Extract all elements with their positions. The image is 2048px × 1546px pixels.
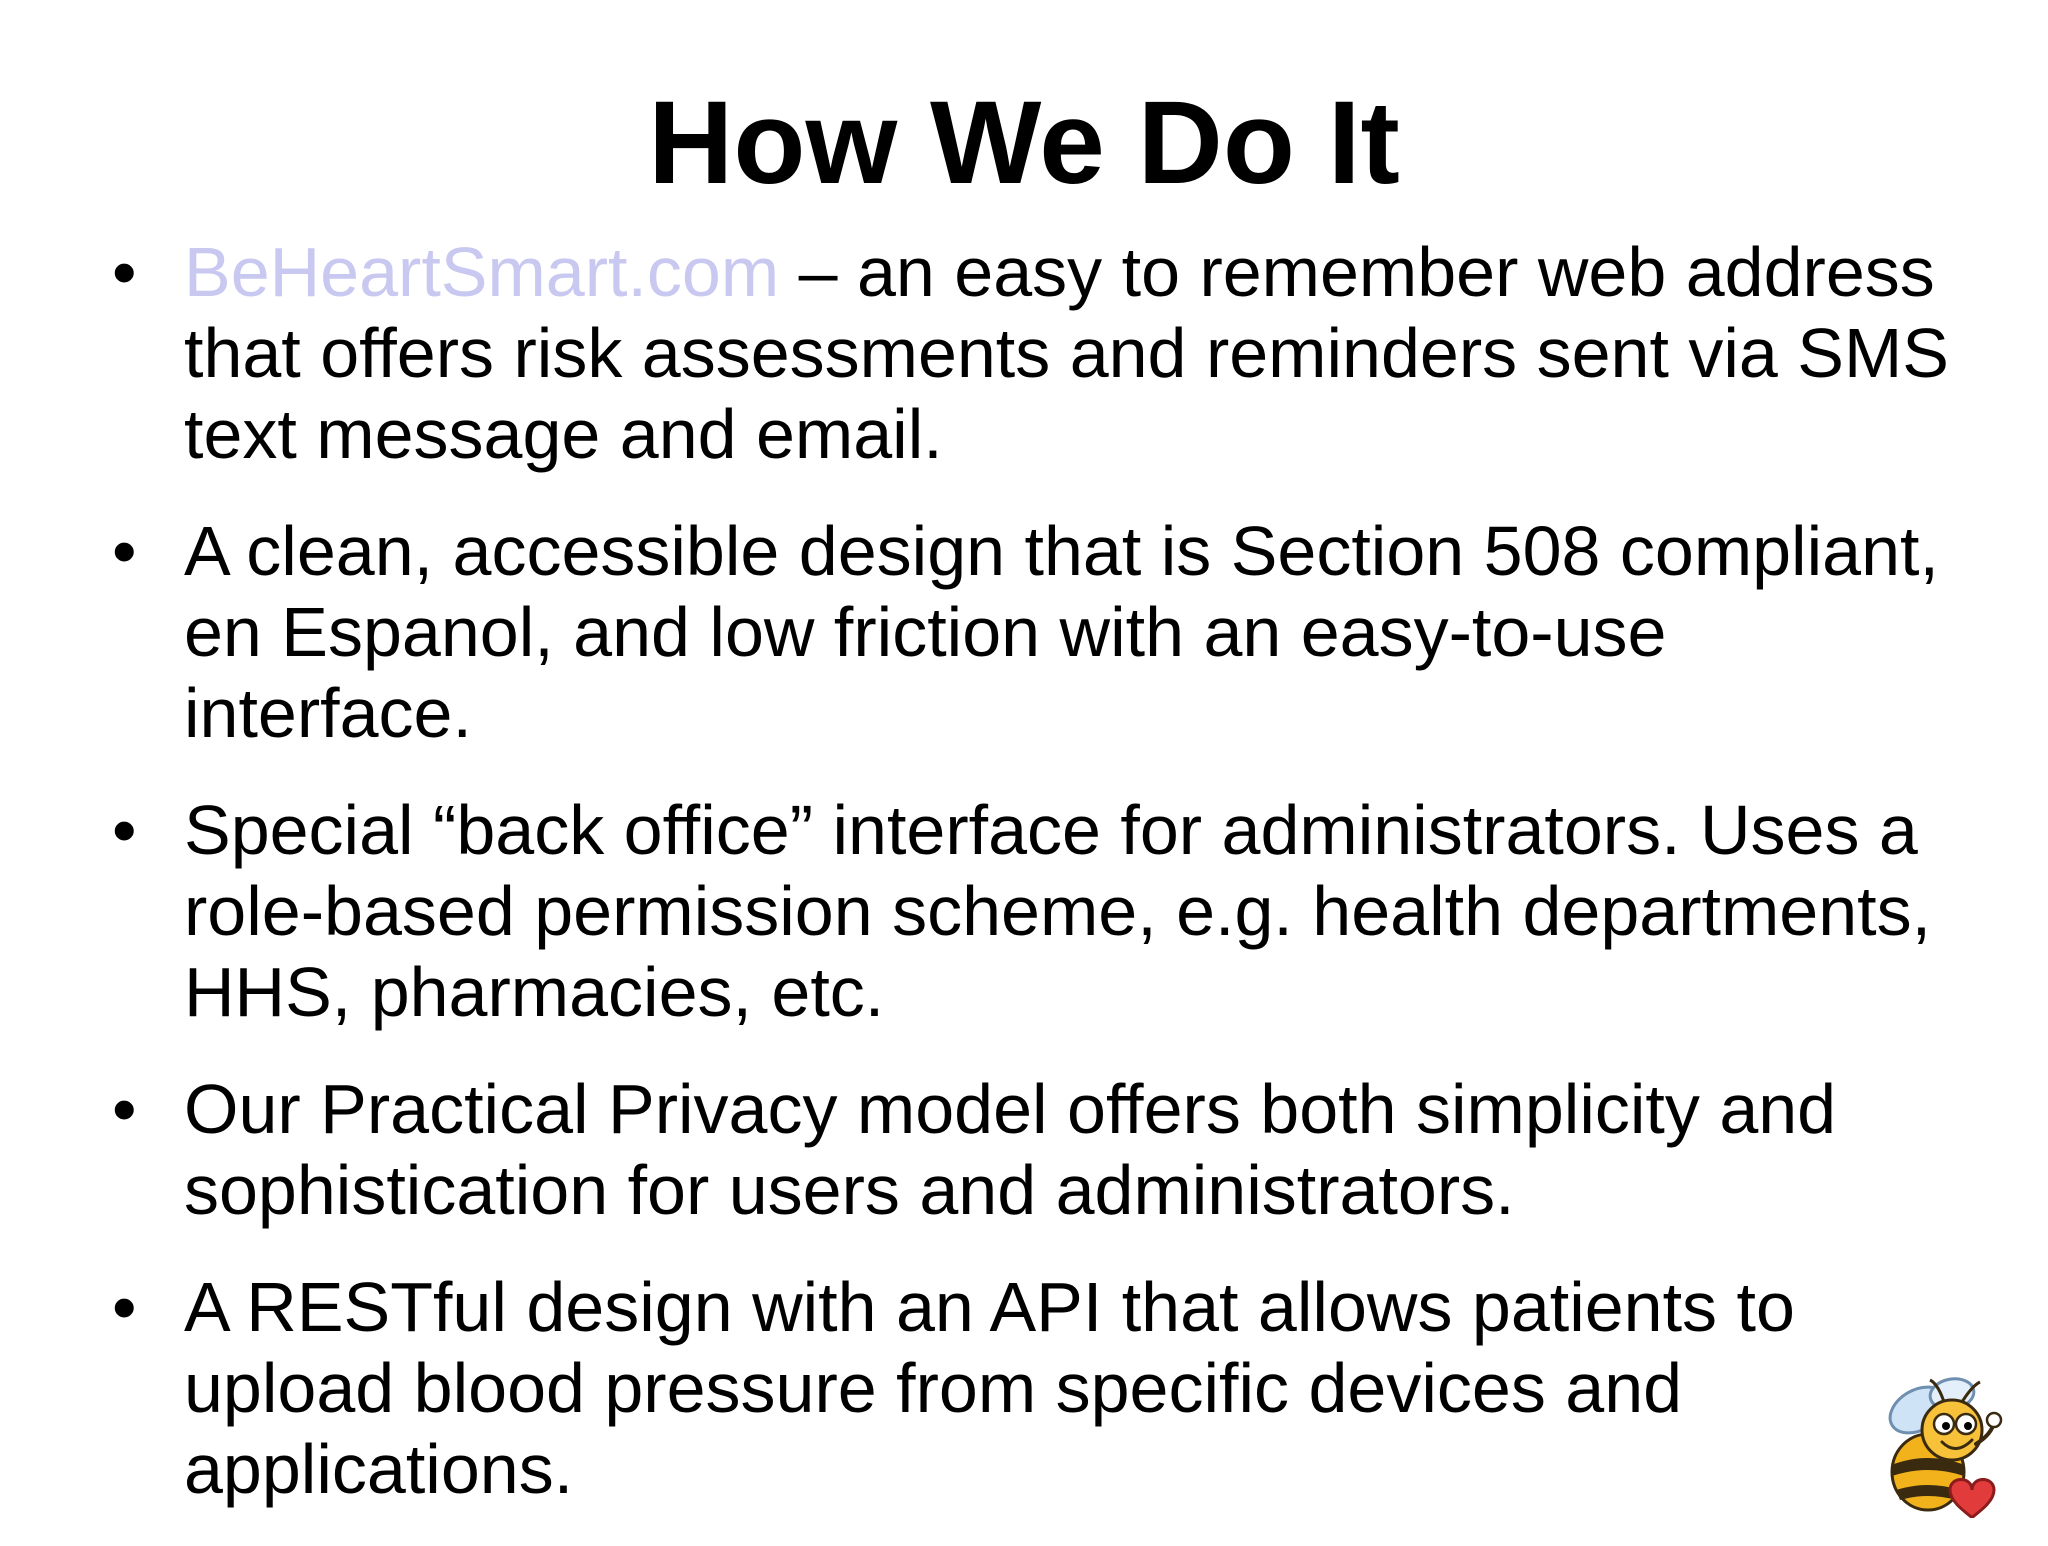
slide-title: How We Do It <box>648 77 1400 209</box>
bullet-text: Special “back office” interface for administrators. Uses a role-based permission scheme, e.g. health departments, HHS, pharmacies, etc. <box>184 791 1932 1031</box>
bullet-dot-icon: • <box>112 1070 137 1148</box>
bullet-dot-icon: • <box>112 233 137 311</box>
bullet-dot-icon: • <box>112 791 137 869</box>
bullet-item <box>112 1069 1952 1231</box>
bullet-text: Our Practical Privacy model offers both simplicity and sophistication for users and administrators. <box>184 1070 1837 1229</box>
bullet-item <box>112 790 1952 1033</box>
bullet-text: A clean, accessible design that is Section 508 compliant, en Espanol, and low friction with an easy-to-use interface. <box>184 512 1939 752</box>
bullet-item <box>112 232 1952 475</box>
bullet-item <box>112 511 1952 754</box>
bullet-dot-icon: • <box>112 1268 137 1346</box>
bullet-list <box>112 232 1952 1546</box>
bullet-text: – an easy to remember web address that offers risk assessments and reminders sent via SMS text message and email. <box>184 233 1949 473</box>
website-link[interactable]: BeHeartSmart.com <box>184 233 780 311</box>
bullet-text: A RESTful design with an API that allows patients to upload blood pressure from specific devices and applications. <box>184 1268 1795 1508</box>
bullet-dot-icon: • <box>112 512 137 590</box>
bullet-item <box>112 1267 1952 1510</box>
bee-mascot-icon <box>1880 1372 2010 1522</box>
